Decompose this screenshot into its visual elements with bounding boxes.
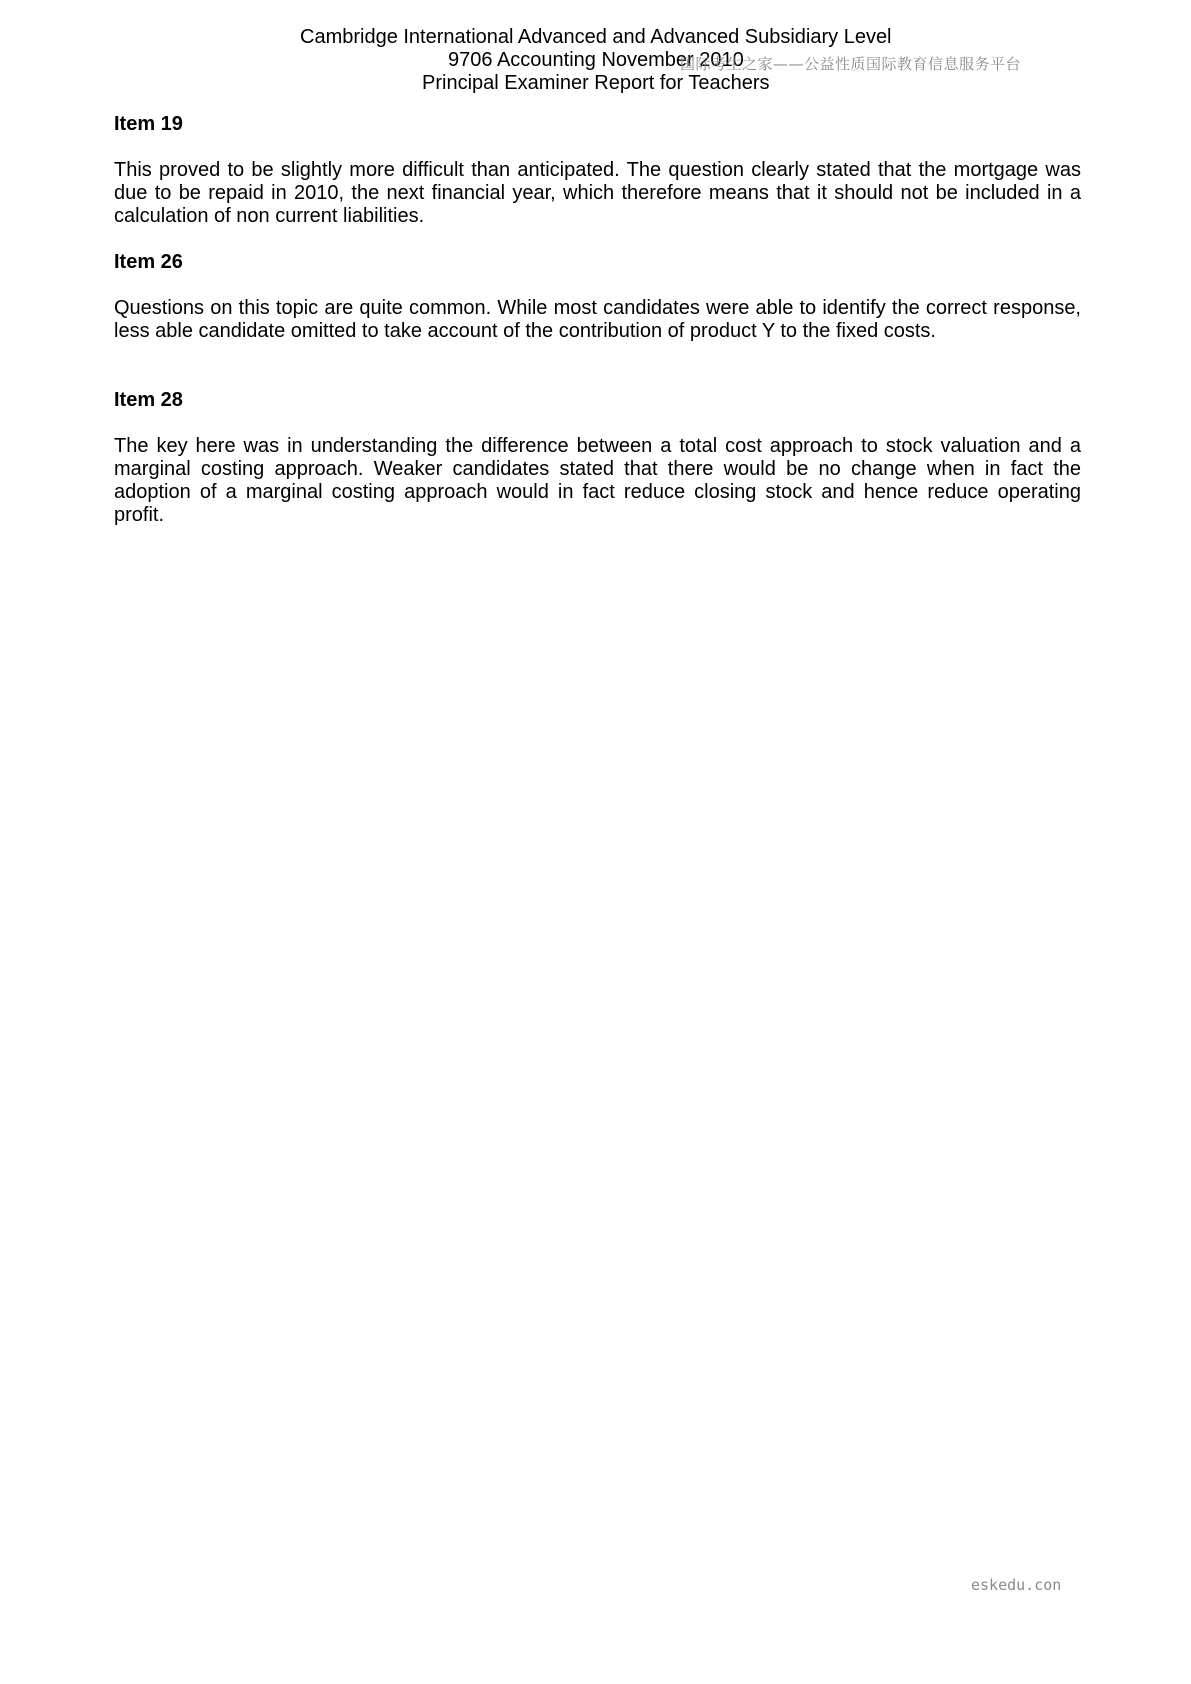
item-section	[114, 251, 1081, 343]
item-heading: Item 26	[114, 251, 183, 273]
section-spacer	[114, 343, 1081, 389]
item-section	[114, 389, 1081, 527]
item-heading: Item 28	[114, 389, 183, 411]
item-body: This proved to be slightly more difficult than anticipated. The question clearly stated that the mortgage was due to be repaid in 2010, the next financial year, which therefore means that it should not be included in a calculation of non current liabilities.	[114, 159, 1081, 227]
item-body: The key here was in understanding the difference between a total cost approach to stock valuation and a marginal costing approach. Weaker candidates stated that there would be no change when in fact the adoption of a marginal costing approach would in fact reduce closing stock and hence reduce operating profit.	[114, 435, 1081, 526]
watermark-text-bottom: eskedu.con	[971, 1576, 1062, 1594]
item-section	[114, 113, 1081, 228]
item-body: Questions on this topic are quite common. While most candidates were able to identify the correct response, less able candidate omitted to take account of the contribution of product Y to the fixed costs.	[114, 297, 1081, 342]
section-spacer	[114, 228, 1081, 251]
header-qualification: Cambridge International Advanced and Advanced Subsidiary Level	[300, 26, 892, 48]
item-heading: Item 19	[114, 113, 183, 135]
header-syllabus: 9706 Accounting November 2010	[448, 49, 744, 71]
header-report-title: Principal Examiner Report for Teachers	[422, 72, 770, 94]
watermark-text-top: 国际考生之家——公益性质国际教育信息服务平台	[680, 55, 1022, 73]
report-content	[114, 113, 1081, 527]
